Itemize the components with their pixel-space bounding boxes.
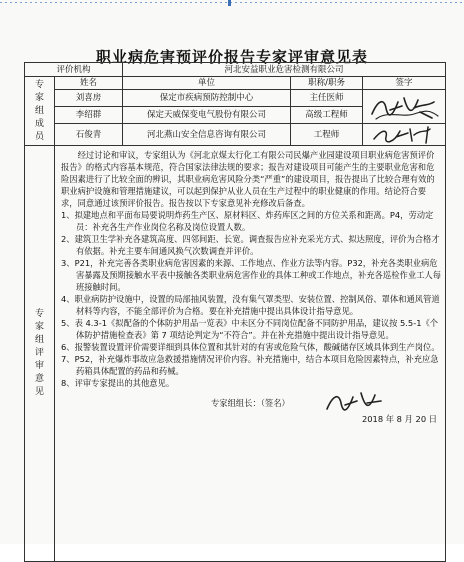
opinion-item: 1、拟建地点和平面布局要说明炸药生产区、原材料区、炸药库区之间的方位关系和距离。P4，劳动定员：补充各生产作业岗位名称及岗位设置人数。 (61, 210, 434, 232)
expert-signature-cell (363, 90, 446, 124)
expert-signature-cell (363, 124, 446, 146)
opinion-label: 专家组评审意见 (35, 309, 45, 397)
expert-title: 高级工程师 (291, 107, 363, 124)
header-name: 姓名 (55, 77, 123, 90)
leader-handwritten-signature (323, 389, 383, 415)
page-title: 职业病危害预评价报告专家评审意见表 (95, 48, 368, 66)
leader-signature-label: 专家组组长：（签名） (211, 398, 290, 408)
eval-org-value: 河北安益职业危害检测有限公司 (123, 63, 446, 77)
expert-header-row (25, 77, 446, 90)
opinion-item: 3、P21，补充完善各类职业病危害因素的来源、工作地点、作业方法等内容。P32，补充各类职业病危害暴露及预期接触水平表中接触各类职业病危害作业的具体工种或工作地点，补充各巡检作业工人每班接触时间。 (61, 258, 442, 292)
opinion-intro: 经过讨论和审议，专家组认为《河北京煤太行化工有限公司民爆产业园建设项目职业病危害预评价报告》的格式内容基本规范，符合国家法律法规的要求；报告对建设项目可能产生的主要职业危害和危险因素进行了比较全面的辨识，其职业病危害风险分类“严重”的建设项目，报告提出了比较合理有效的职业病护设施和管理措施建议，可以起到保护从业人员在生产过程中的职业健康的作用。结论符合要求，同意通过该预评价报告。报告按以下专家意见补充修改后备查。 (61, 150, 435, 208)
scan-edge-line (0, 2, 464, 3)
expert-group-label: 专家组成员 (35, 79, 45, 142)
expert-title: 主任医师 (291, 90, 363, 107)
opinion-item: 6、报警装置设置评价需要详细到具体位置和其针对的有害或危险气体，酸碱储存区域具体到生产岗位。 (61, 342, 440, 352)
expert-title: 工程师 (291, 124, 363, 146)
opinion-item: 4、职业病防护设施中，设置的局部抽风装置，没有集气罩类型、安装位置、控制风俗、罩体和通风管道材料等内容，不能全部评价为合格。要在补充措施中提出具体设计指导意见。 (61, 294, 440, 316)
header-signature: 签字 (363, 77, 446, 90)
scan-edge-marker (228, 0, 231, 6)
leader-signature-line (61, 393, 441, 413)
handwritten-signature (368, 92, 440, 122)
expert-unit: 保定市疾病预防控制中心 (123, 90, 291, 107)
review-form-table (24, 62, 446, 562)
expert-unit: 保定天威保变电气股份有限公司 (123, 107, 291, 124)
handwritten-signature (368, 125, 440, 145)
header-unit: 单位 (123, 77, 291, 90)
expert-unit: 河北燕山安全信息咨询有限公司 (123, 124, 291, 146)
expert-row (25, 90, 446, 107)
expert-row (25, 124, 446, 146)
review-date: 2018 年 8 月 20 日 (362, 414, 438, 424)
eval-org-row (25, 63, 446, 77)
opinion-row (25, 146, 446, 562)
expert-group-label-cell (25, 77, 55, 146)
expert-name: 刘喜房 (55, 90, 123, 107)
opinion-label-cell (25, 146, 55, 562)
opinion-item: 7、P52，补充爆炸事故应急救援措施情况评价内容。补充措施中，结合本项目危险因素特点，补充应急药箱具体配置的药品和药械。 (61, 354, 439, 376)
opinion-item: 2、建筑卫生学补充各建筑高度、四邻间距、长宽。调査报告应补充采光方式、拟达照度，评价为合格才有依据。补充主要车间通风换气次数调査并评价。 (61, 234, 440, 256)
eval-org-label: 评价机构 (25, 63, 123, 77)
opinion-item: 8、评审专家提出的其他意见。 (61, 378, 175, 388)
header-title: 职称/职务 (291, 77, 363, 90)
expert-name: 李绍群 (55, 107, 123, 124)
opinion-item: 5、表 4.3-1《拟配备的个体防护用品一览表》中未区分不同岗位配备不同防护用品，建议按 5.5-1《个体防护措施检查表》第 7 项结论判定为“不符合”。并在补充措施中提出设计指导意见。 (61, 318, 439, 340)
expert-name: 石俊青 (55, 124, 123, 146)
opinion-body (55, 146, 446, 562)
